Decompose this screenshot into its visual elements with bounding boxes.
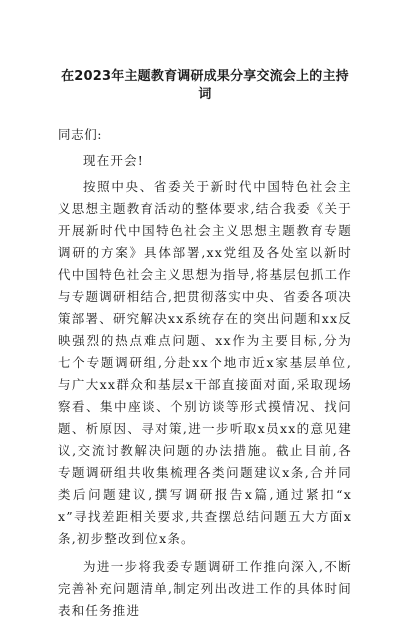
greeting: 同志们:: [58, 127, 103, 142]
paragraph-opening: 现在开会!: [83, 153, 145, 168]
paragraph-continuation: 为进一步将我委专题调研工作推向深入,不断完善补充问题清单,制定列出改进工作的具体时间表和任务推进: [58, 559, 352, 618]
document-title: 在2023年主题教育调研成果分享交流会上的主持词: [61, 69, 349, 102]
paragraph-body: 按照中央、省委关于新时代中国特色社会主义思想主题教育活动的整体要求,结合我委《关于开展新时代中国特色社会主义思想主题教育专题调研的方案》具体部署,xx党组及各处室以新时代中国特色社会主义思想为指导,将基层包抓工作与专题调研相结合,把贯彻落实中央、省委各项决策部署、研究解决xx系统存在的突出问题和xx反映强烈的热点难点问题、xx作为主要目标,分为七个专题调研组,分赴xx个地市近x家基层单位,与广大xx群众和基层x干部直接面对面,采取现场察看、集中座谈、个别访谈等形式摸情况、找问题、析原因、寻对策,进一步听取x员xx的意见建议,交流讨教解决问题的办法措施。截止目前,各专题调研组共收集梳理各类问题建议x条,合并同类后问题建议,撰写调研报告x篇,通过紧扣“xx”寻找差距相关要求,共查摆总结问题五大方面x条,初步整改到位x条。: [58, 179, 352, 546]
